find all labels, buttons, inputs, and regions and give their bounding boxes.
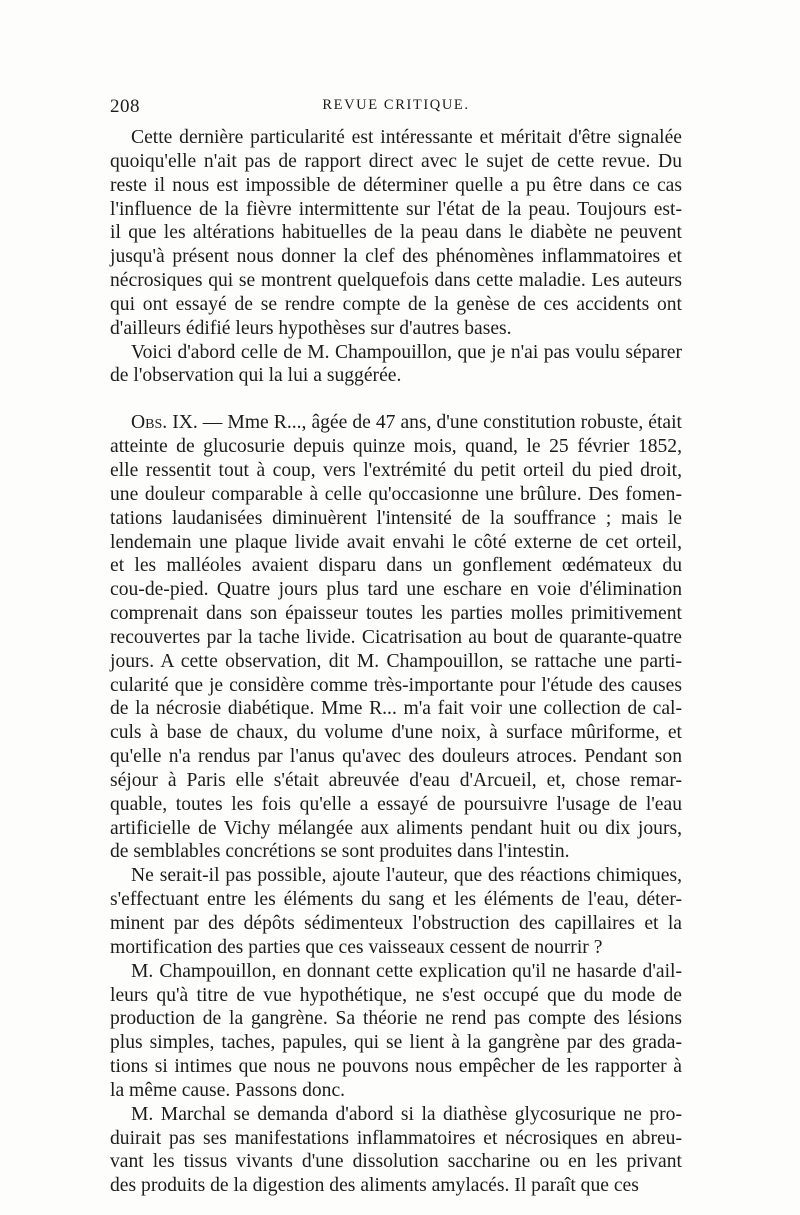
text-line: culs à base de chaux, du volume d'une noix, à surface mûriforme, et (110, 722, 682, 744)
text-line: la même cause. Passons donc. (110, 1079, 346, 1101)
paragraph-observation-ix (110, 411, 682, 864)
text-line: lendemain une plaque livide avait envahi le côté externe de cet orteil, (110, 531, 682, 553)
text-line: M. Champouillon, en donnant cette explication qu'il ne hasarde d'ail- (131, 960, 682, 982)
paragraph-1 (110, 126, 682, 341)
page-number: 208 (110, 96, 140, 117)
text-line: production de la gangrène. Sa théorie ne rend pas compte des lésions (110, 1008, 682, 1030)
text-line: recouvertes par la tache livide. Cicatrisation au bout de quarante-quatre (110, 626, 682, 648)
text-line: quable, toutes les fois qu'elle a essayé de poursuivre l'usage de l'eau (110, 793, 682, 815)
text-line: de la nécrosie diabétique. Mme R... m'a fait voir une collection de cal- (110, 698, 682, 720)
paragraph-4 (110, 864, 682, 959)
text-line: Voici d'abord celle de M. Champouillon, que je n'ai pas voulu séparer (131, 341, 682, 363)
text-line: minent par des dépôts sédimenteux l'obstruction des capillaires et la (110, 913, 682, 934)
text-line: mortification des parties que ces vaisseaux cessent de nourrir ? (110, 936, 603, 958)
text-line: l'influence de la fièvre intermittente sur l'état de la peau. Toujours est- (110, 198, 682, 220)
text-line: Ne serait-il pas possible, ajoute l'auteur, que des réactions chimiques, (131, 865, 682, 887)
text-line: jours. A cette observation, dit M. Champouillon, se rattache une parti- (110, 650, 682, 672)
text-line: Obs. IX. — Mme R..., âgée de 47 ans, d'une constitution robuste, était (131, 412, 682, 434)
text-line: et les malléoles avaient disparu dans un gonflement œdémateux du (110, 555, 682, 577)
observation-label: Obs. IX. (131, 412, 198, 434)
text-line: tions si intimes que nous ne pouvons nous empêcher de les rapporter à (110, 1056, 682, 1078)
running-head (110, 96, 682, 120)
text-line: reste il nous est impossible de déterminer quelle a pu être dans ce cas (110, 174, 682, 196)
text-line: elle ressentit tout à coup, vers l'extrémité du petit orteil du pied droit, (110, 459, 682, 481)
text-line: M. Marchal se demanda d'abord si la diathèse glycosurique ne pro- (131, 1103, 682, 1125)
text-line: atteinte de glucosurie depuis quinze mois, quand, le 25 février 1852, (110, 436, 682, 458)
paragraph-2 (110, 341, 682, 389)
paragraph-6 (110, 1103, 682, 1198)
text-line: séjour à Paris elle s'était abreuvée d'eau d'Arcueil, et, chose remar- (110, 769, 682, 791)
text-line: vant les tissus vivants d'une dissolution saccharine ou en les privant (110, 1151, 682, 1173)
text-line: s'effectuant entre les éléments du sang et les éléments de l'eau, déter- (110, 889, 682, 911)
text-line: comprenait dans son épaisseur toutes les parties molles primitivement (110, 603, 682, 625)
body-text (110, 126, 682, 1198)
text-line: qu'elle n'a rendus par l'anus qu'avec des douleurs atroces. Pendant son (110, 746, 682, 768)
text-line: Cette dernière particularité est intéressante et méritait d'être signalée (131, 127, 682, 148)
text-line: plus simples, taches, papules, qui se lient à la gangrène par des grada- (110, 1032, 682, 1054)
text-line: des produits de la digestion des aliments amylacés. Il paraît que ces (110, 1175, 639, 1197)
text-line: cou-de-pied. Quatre jours plus tard une eschare en voie d'élimination (110, 579, 682, 601)
text-line: duirait pas ses manifestations inflammatoires et nécrosiques en abreu- (110, 1127, 682, 1149)
text-line: de semblables concrétions se sont produites dans l'intestin. (110, 841, 570, 863)
text-line: il que les altérations habituelles de la peau dans le diabète ne peuvent (110, 222, 682, 244)
text-line: tations laudanisées diminuèrent l'intensité de la souffrance ; mais le (110, 507, 682, 529)
text-line: cularité que je considère comme très-importante pour l'étude des causes (110, 674, 682, 696)
text-line: leurs qu'à titre de vue hypothétique, ne s'est occupé que du mode de (110, 984, 682, 1006)
journal-title: REVUE CRITIQUE. (322, 97, 470, 113)
text-line: qui ont essayé de se rendre compte de la genèse de ces accidents ont (110, 293, 682, 315)
text-line: jusqu'à présent nous donner la clef des phénomènes inflammatoires et (110, 246, 682, 268)
text-line: une douleur comparable à celle qu'occasionne une brûlure. Des fomen- (110, 483, 682, 505)
text-line: nécrosiques qui se montrent quelquefois dans cette maladie. Les auteurs (110, 270, 682, 292)
text-line: artificielle de Vichy mélangée aux aliments pendant huit ou dix jours, (110, 817, 682, 839)
text-line: de l'observation qui la lui a suggérée. (110, 365, 402, 387)
text-line: d'ailleurs édifié leurs hypothèses sur d'autres bases. (110, 317, 512, 339)
text-line: quoiqu'elle n'ait pas de rapport direct avec le sujet de cette revue. Du (110, 150, 682, 172)
paragraph-5 (110, 960, 682, 1103)
